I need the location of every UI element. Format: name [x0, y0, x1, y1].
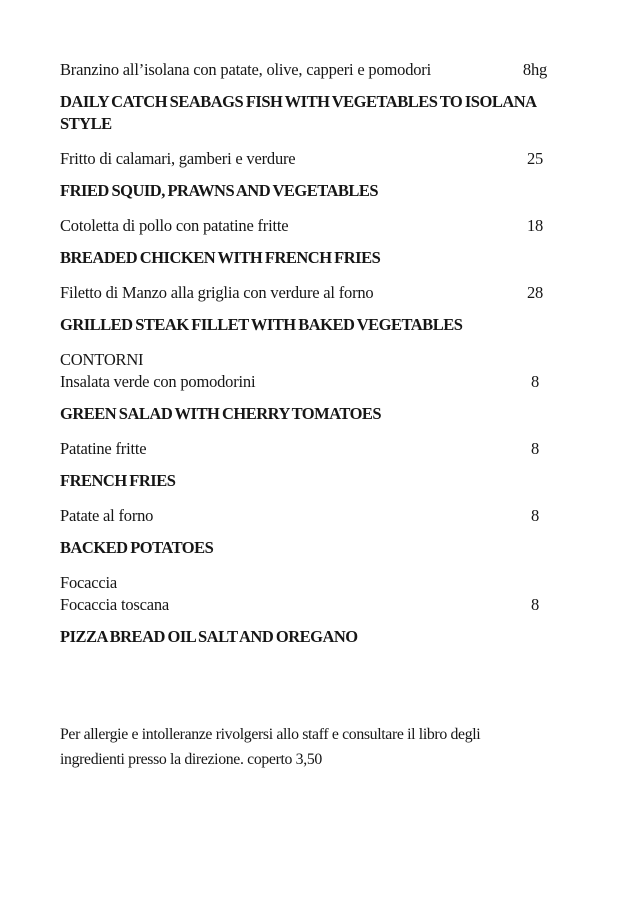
- dish-price: 28: [526, 283, 544, 302]
- dish-name: Patatine fritte: [60, 439, 147, 458]
- menu-item: [60, 59, 555, 135]
- dish-translation: [60, 314, 555, 336]
- menu-item: [60, 505, 555, 559]
- dish-translation: [60, 470, 555, 492]
- dish-name: Fritto di calamari, gamberi e verdure: [60, 149, 296, 168]
- dish-translation-line: FRENCH FRIES: [60, 471, 176, 490]
- dish-name: Insalata verde con pomodorini: [60, 372, 256, 391]
- dish-translation-line: DAILY CATCH SEABAGS FISH WITH VEGETABLES TO ISOLANA: [60, 92, 537, 111]
- dish-price: 8hg: [522, 60, 548, 79]
- dish-price: 8: [530, 506, 540, 525]
- menu-item: [60, 282, 555, 336]
- dish-price: 18: [526, 216, 544, 235]
- allergy-notice-line: ingredienti presso la direzione. coperto 3,50: [60, 751, 322, 768]
- menu-item: [60, 438, 555, 492]
- dish-translation: [60, 403, 555, 425]
- dish-price: 8: [530, 439, 540, 458]
- dish-translation: [60, 180, 555, 202]
- menu-item: [60, 349, 555, 425]
- dish-translation-line: FRIED SQUID, PRAWNS AND VEGETABLES: [60, 181, 379, 200]
- dish-price: 8: [530, 595, 540, 614]
- section-label: Focaccia: [60, 573, 118, 592]
- menu-item: [60, 215, 555, 269]
- dish-name: Filetto di Manzo alla griglia con verdure al forno: [60, 283, 374, 302]
- dish-translation-line: BACKED POTATOES: [60, 538, 214, 557]
- dish-translation-line: PIZZA BREAD OIL SALT AND OREGANO: [60, 627, 358, 646]
- dish-translation-line: STYLE: [60, 114, 112, 133]
- dish-price: 25: [526, 149, 544, 168]
- dish-name: Patate al forno: [60, 506, 154, 525]
- dish-name: Focaccia toscana: [60, 595, 170, 614]
- section-label: CONTORNI: [60, 350, 144, 369]
- dish-translation: [60, 626, 555, 648]
- dish-name: Cotoletta di pollo con patatine fritte: [60, 216, 289, 235]
- dish-translation: [60, 247, 555, 269]
- menu-item: [60, 148, 555, 202]
- dish-translation-line: GREEN SALAD WITH CHERRY TOMATOES: [60, 404, 382, 423]
- dish-translation-line: BREADED CHICKEN WITH FRENCH FRIES: [60, 248, 381, 267]
- dish-translation: [60, 91, 555, 135]
- dish-name: Branzino all’isolana con patate, olive, capperi e pomodori: [60, 60, 431, 79]
- allergy-notice-line: Per allergie e intolleranze rivolgersi allo staff e consultare il libro degli: [60, 726, 481, 743]
- allergy-notice: [60, 722, 555, 772]
- menu-item: [60, 572, 555, 648]
- dish-translation-line: GRILLED STEAK FILLET WITH BAKED VEGETABLES: [60, 315, 463, 334]
- dish-price: 8: [530, 372, 540, 391]
- dish-translation: [60, 537, 555, 559]
